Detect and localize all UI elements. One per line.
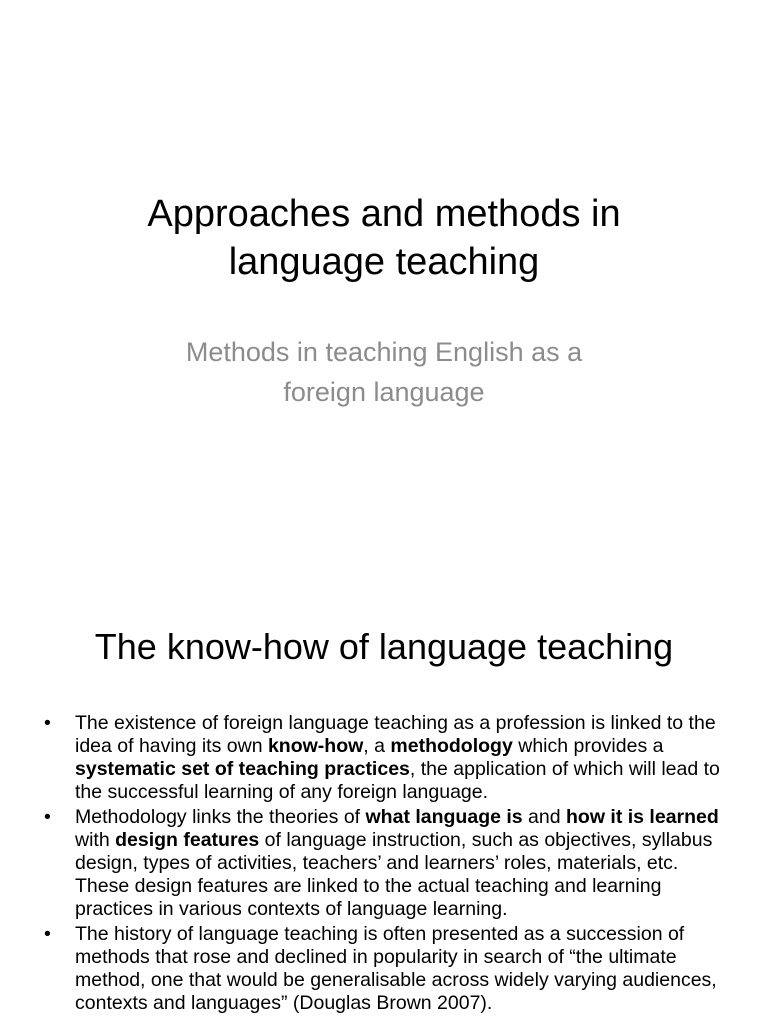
bullet-bold-text: how it is learned <box>566 806 719 828</box>
bullet-item <box>44 806 734 921</box>
bullet-text: which provides a <box>512 735 664 757</box>
bullet-text: The existence of foreign language teaching as a profession is linked to the idea of having its own <box>75 712 716 757</box>
bullet-item <box>44 712 734 804</box>
bullet-bold-text: systematic set of teaching practices <box>75 758 410 780</box>
content-slide <box>0 576 768 1024</box>
bullet-bold-text: design features <box>115 829 260 851</box>
bullet-text: , the application of which will lead to the successful learning of any foreign language. <box>75 758 720 803</box>
bullet-bold-text: know-how <box>267 735 364 757</box>
title-line-1: Approaches and methods in <box>147 193 621 235</box>
bullet-item <box>44 923 734 1015</box>
bullet-text: with <box>75 829 116 851</box>
bullet-text: Methodology links the theories of <box>75 806 366 828</box>
bullet-icon: • <box>44 923 51 945</box>
bullet-icon: • <box>44 806 51 828</box>
bullet-icon: • <box>44 712 51 734</box>
bullet-text: and <box>522 806 567 828</box>
slide-title: The know-how of language teaching <box>94 626 674 667</box>
subtitle-line-2: foreign language <box>283 377 485 407</box>
bullet-bold-text: what language is <box>365 806 523 828</box>
subtitle-line-1: Methods in teaching English as a <box>185 337 583 367</box>
bullet-text: of language instruction, such as objectives, syllabus design, types of activities, teachers’ and learners’ roles, materials, etc. These design features are linked to the actual teaching and learning practices in various contexts of language learning. <box>75 829 713 920</box>
bullet-text: The history of language teaching is often presented as a succession of methods that rose and declined in popularity in search of “the ultimate method, one that would be generalisable across widely varying audiences, contexts and languages” (Douglas Brown 2007). <box>75 923 717 1014</box>
presentation-title <box>40 190 728 286</box>
presentation-subtitle <box>80 332 688 412</box>
bullet-bold-text: methodology <box>390 735 513 757</box>
bullet-text: , a <box>363 735 391 757</box>
title-line-2: language teaching <box>228 241 540 283</box>
bullet-list <box>44 712 734 1017</box>
